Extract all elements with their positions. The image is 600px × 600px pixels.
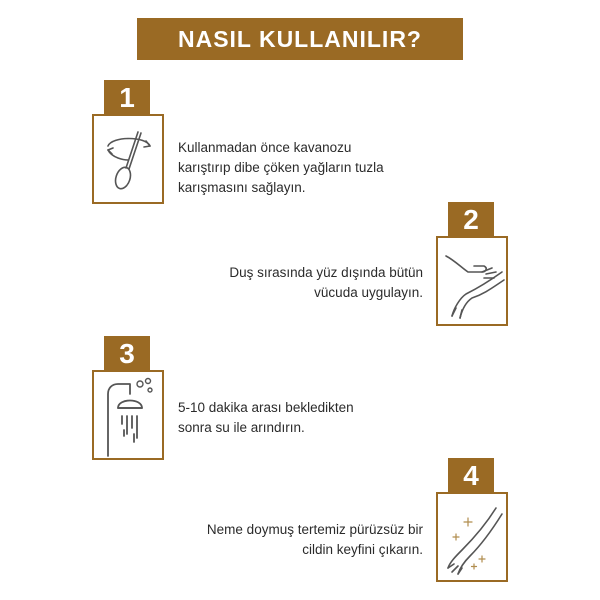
step-3-text <box>178 398 354 438</box>
spoon-stir-icon <box>94 116 164 204</box>
step-4-line-1: Neme doymuş tertemiz pürüzsüz bir <box>206 522 423 537</box>
shower-head-icon <box>94 372 164 460</box>
step-4-line-2: cildin keyfini çıkarın. <box>302 542 423 557</box>
step-1-text <box>178 138 384 198</box>
step-3-line-1: 5-10 dakika arası bekledikten <box>178 400 354 415</box>
page-title: NASIL KULLANILIR? <box>137 18 463 60</box>
step-1-line-2: karıştırıp dibe çöken yağların tuzla <box>178 160 384 175</box>
step-1-icon-card <box>92 114 164 204</box>
step-4-icon-card <box>436 492 508 582</box>
step-number-3: 3 <box>104 336 150 372</box>
step-3-line-2: sonra su ile arındırın. <box>178 420 305 435</box>
step-number-2: 2 <box>448 202 494 238</box>
step-1-line-1: Kullanmadan önce kavanozu <box>178 140 352 155</box>
step-2-line-2: vücuda uygulayın. <box>314 285 423 300</box>
step-2-icon-card <box>436 236 508 326</box>
hands-rubbing-arm-icon <box>438 238 508 326</box>
step-2-line-1: Duş sırasında yüz dışında bütün <box>229 265 423 280</box>
step-number-4: 4 <box>448 458 494 494</box>
step-4-text <box>207 520 423 560</box>
step-1-line-3: karışmasını sağlayın. <box>178 180 306 195</box>
step-3-icon-card <box>92 370 164 460</box>
smooth-skin-arm-icon <box>438 494 508 582</box>
step-2-text <box>229 263 423 303</box>
step-number-1: 1 <box>104 80 150 116</box>
